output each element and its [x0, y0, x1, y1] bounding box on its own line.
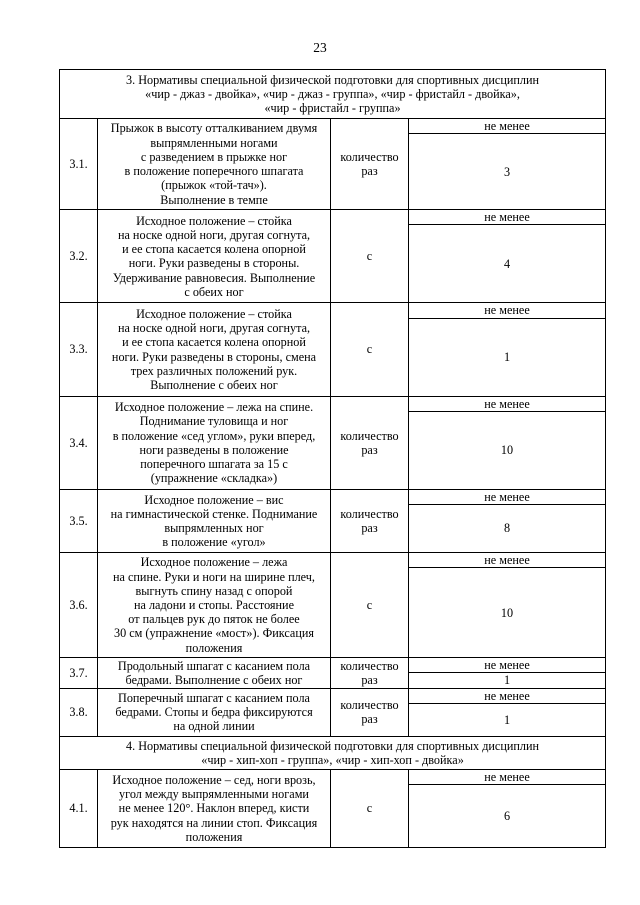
norm-label: не менее — [409, 489, 606, 504]
row-number: 3.8. — [60, 688, 98, 736]
text-line: на ладони и стопы. Расстояние — [134, 598, 294, 613]
norm-value: 10 — [409, 568, 606, 658]
text-line: количество — [340, 149, 399, 164]
text-line: в положение «сед углом», руки вперед, — [112, 428, 316, 443]
section-heading — [60, 736, 606, 769]
unit — [331, 769, 409, 847]
exercise-description — [98, 553, 331, 658]
text-line: количество — [340, 428, 399, 443]
table-row — [60, 489, 606, 504]
table-row — [60, 119, 606, 134]
norm-value: 3 — [409, 134, 606, 210]
text-line: выпрямленных ног — [164, 520, 264, 535]
text-line: и ее стопа касается колена опорной — [122, 242, 306, 257]
text-line: на спине. Руки и ноги на ширине плеч, — [113, 569, 315, 584]
row-number: 3.5. — [60, 489, 98, 552]
text-line: Исходное положение – лежа на спине. — [114, 400, 314, 415]
text-line: (упражнение «складка») — [150, 471, 278, 486]
norm-label: не менее — [409, 396, 606, 411]
text-line: выпрямленными ногами — [150, 135, 278, 150]
table-row — [60, 658, 606, 673]
text-line: положения — [185, 640, 243, 655]
text-line: Прыжок в высоту отталкиванием двумя — [110, 121, 318, 136]
text-line: и ее стопа касается колена опорной — [122, 335, 306, 350]
section-heading — [60, 70, 606, 119]
table-row — [60, 396, 606, 411]
text-line: раз — [361, 672, 378, 687]
exercise-description — [98, 119, 331, 210]
text-line: с — [366, 598, 373, 613]
text-line: (прыжок «той-тач»). — [161, 178, 267, 193]
text-line: Поперечный шпагат с касанием пола — [118, 690, 310, 705]
text-line: в положение поперечного шпагата — [124, 164, 304, 179]
text-line: ноги. Руки разведены в стороны, смена — [111, 349, 317, 364]
text-line: 3. Нормативы специальной физической подготовки для спортивных дисциплин — [126, 72, 540, 87]
norm-label: не менее — [409, 303, 606, 318]
norms-table — [59, 69, 606, 848]
norm-label: не менее — [409, 769, 606, 784]
text-line: на гимнастической стенке. Поднимание — [110, 506, 318, 521]
unit — [331, 489, 409, 552]
exercise-description — [98, 658, 331, 688]
table-row — [60, 303, 606, 318]
unit — [331, 553, 409, 658]
row-number: 3.1. — [60, 119, 98, 210]
text-line: трех различных положений рук. — [130, 363, 298, 378]
text-line: Удерживание равновесия. Выполнение — [112, 270, 316, 285]
norm-label: не менее — [409, 688, 606, 703]
exercise-description — [98, 489, 331, 552]
text-line: количество — [340, 658, 399, 673]
section-heading-row — [60, 736, 606, 769]
text-line: 4. Нормативы специальной физической подготовки для спортивных дисциплин — [126, 738, 540, 753]
row-number: 3.6. — [60, 553, 98, 658]
text-line: раз — [361, 712, 378, 727]
exercise-description — [98, 210, 331, 303]
row-number: 3.2. — [60, 210, 98, 303]
norm-value: 8 — [409, 505, 606, 553]
table-row — [60, 553, 606, 568]
text-line: количество — [340, 506, 399, 521]
text-line: «чир - хип-хоп - группа», «чир - хип-хоп - двойка» — [201, 752, 464, 767]
text-line: с — [366, 342, 373, 357]
exercise-description — [98, 769, 331, 847]
unit — [331, 119, 409, 210]
text-line: на одной линии — [173, 719, 255, 734]
text-line: положения — [185, 829, 243, 844]
text-line: «чир - фристайл - группа» — [264, 101, 401, 116]
text-line: Поднимание туловища и ног — [139, 414, 289, 429]
text-line: ноги разведены в положение — [139, 442, 289, 457]
text-line: с обеих ног — [184, 284, 244, 299]
text-line: на носке одной ноги, другая согнута, — [117, 227, 311, 242]
table-row — [60, 769, 606, 784]
unit — [331, 396, 409, 489]
norm-label: не менее — [409, 553, 606, 568]
text-line: «чир - джаз - двойка», «чир - джаз - группа», «чир - фристайл - двойка», — [145, 86, 520, 101]
text-line: угол между выпрямленными ногами — [119, 787, 309, 802]
text-line: Исходное положение – лежа — [140, 555, 288, 570]
row-number: 3.3. — [60, 303, 98, 396]
exercise-description — [98, 303, 331, 396]
exercise-description — [98, 396, 331, 489]
norm-value: 1 — [409, 703, 606, 736]
norm-value: 4 — [409, 225, 606, 303]
text-line: раз — [361, 164, 378, 179]
text-line: ноги. Руки разведены в стороны. — [128, 256, 300, 271]
text-line: раз — [361, 442, 378, 457]
unit — [331, 210, 409, 303]
norm-value: 1 — [409, 318, 606, 396]
text-line: поперечного шпагата за 15 с — [140, 456, 288, 471]
text-line: с — [366, 801, 373, 816]
table-row — [60, 688, 606, 703]
text-line: Выполнение с обеих ног — [150, 377, 278, 392]
text-line: 30 см (упражнение «мост»). Фиксация — [113, 626, 314, 641]
section-heading-row — [60, 70, 606, 119]
text-line: выгнуть спину назад с опорой — [135, 583, 293, 598]
unit — [331, 303, 409, 396]
text-line: на носке одной ноги, другая согнута, — [117, 321, 311, 336]
text-line: Выполнение в темпе — [160, 192, 268, 207]
text-line: с разведением в прыжке ног — [140, 149, 288, 164]
text-line: раз — [361, 520, 378, 535]
norm-value: 6 — [409, 785, 606, 848]
text-line: бедрами. Выполнение с обеих ног — [125, 672, 303, 687]
text-line: Исходное положение – стойка — [136, 213, 292, 228]
text-line: с — [366, 249, 373, 264]
norm-label: не менее — [409, 658, 606, 673]
norm-label: не менее — [409, 210, 606, 225]
text-line: в положение «угол» — [162, 535, 266, 550]
row-number: 4.1. — [60, 769, 98, 847]
text-line: не менее 120°. Наклон вперед, кисти — [118, 801, 310, 816]
row-number: 3.4. — [60, 396, 98, 489]
text-line: количество — [340, 698, 399, 713]
row-number: 3.7. — [60, 658, 98, 688]
text-line: от пальцев рук до пяток не более — [128, 612, 300, 627]
text-line: Исходное положение – сед, ноги врозь, — [112, 772, 316, 787]
text-line: Продольный шпагат с касанием пола — [117, 658, 311, 673]
text-line: Исходное положение – стойка — [136, 306, 292, 321]
text-line: бедрами. Стопы и бедра фиксируются — [115, 705, 313, 720]
norm-value: 10 — [409, 411, 606, 489]
text-line: рук находятся на линии стоп. Фиксация — [110, 815, 318, 830]
exercise-description — [98, 688, 331, 736]
table-row — [60, 210, 606, 225]
unit — [331, 688, 409, 736]
unit — [331, 658, 409, 688]
page-number: 23 — [313, 40, 327, 55]
text-line: Исходное положение – вис — [144, 492, 284, 507]
norm-label: не менее — [409, 119, 606, 134]
norm-value: 1 — [409, 673, 606, 688]
